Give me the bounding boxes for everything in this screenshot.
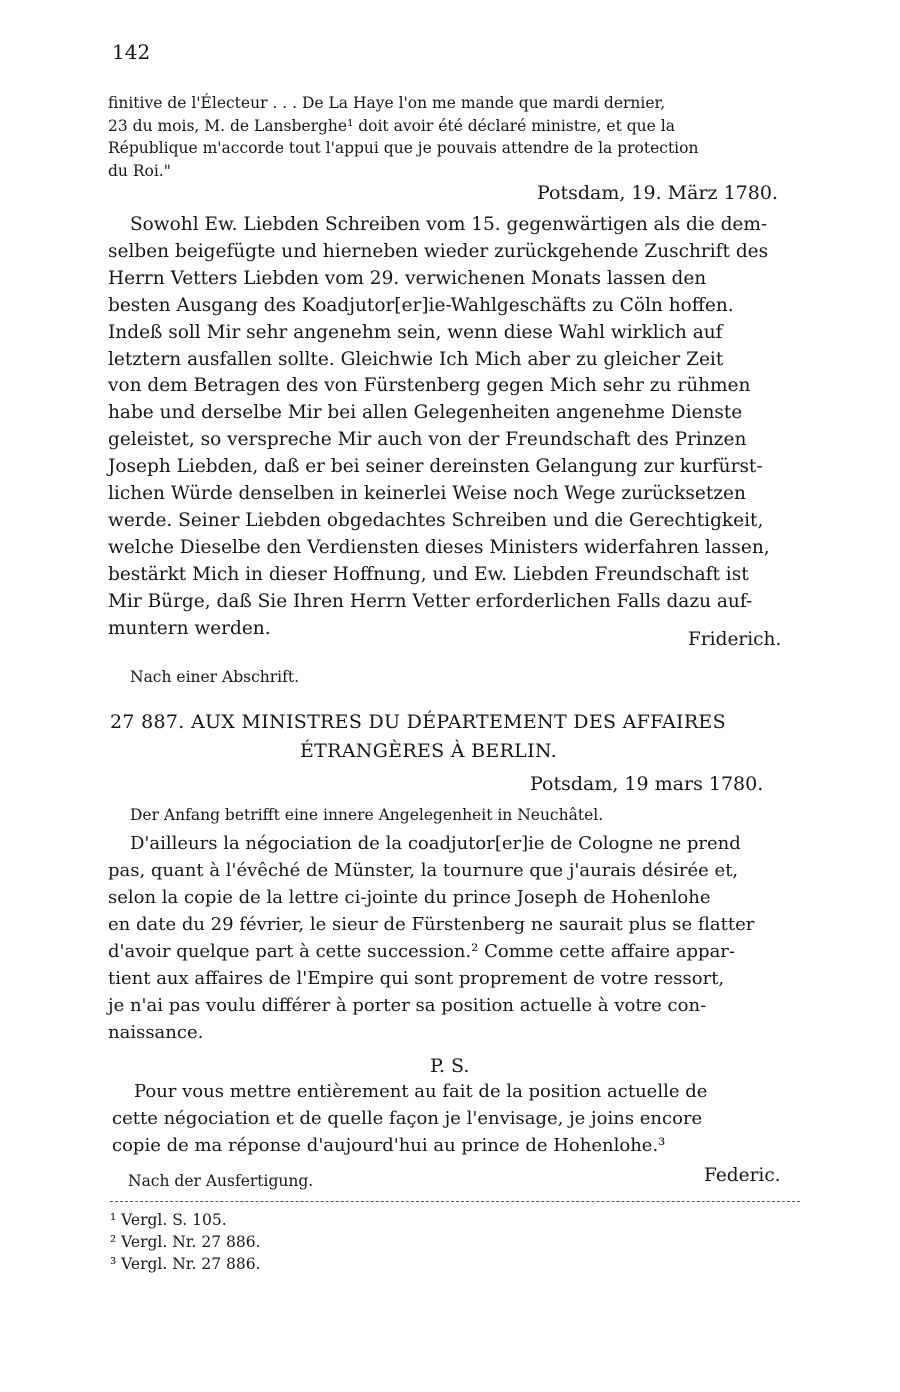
footnote: ³ Vergl. Nr. 27 886. — [110, 1255, 261, 1273]
quote-line: finitive de l'Électeur . . . De La Haye l'on me mande que mardi dernier, — [108, 94, 666, 112]
letter-body-german — [108, 212, 798, 643]
body-line: Sowohl Ew. Liebden Schreiben vom 15. gegenwärtigen als die dem- — [130, 214, 768, 235]
body-line: naissance. — [108, 1022, 204, 1043]
letter-body-french — [108, 830, 803, 1046]
postscript-body — [112, 1078, 802, 1159]
quoted-passage — [108, 92, 798, 182]
footnotes — [110, 1209, 261, 1275]
page-number: 142 — [112, 40, 151, 64]
body-line: Indeß soll Mir sehr angenehm sein, wenn diese Wahl wirklich auf — [108, 321, 723, 343]
footnote: ¹ Vergl. S. 105. — [110, 1211, 227, 1229]
body-line: Pour vous mettre entièrement au fait de la position actuelle de — [134, 1081, 708, 1102]
body-line: je n'ai pas voulu différer à porter sa position actuelle à votre con- — [108, 995, 707, 1016]
source-note: Nach einer Abschrift. — [130, 668, 300, 686]
source-note: Nach der Ausfertigung. — [128, 1172, 314, 1190]
body-line: selon la copie de la lettre ci-jointe du prince Joseph de Hohenlohe — [108, 887, 711, 908]
body-line: habe und derselbe Mir bei allen Gelegenheiten angenehme Dienste — [108, 402, 743, 424]
editorial-note: Der Anfang betrifft eine innere Angelegenheit in Neuchâtel. — [130, 806, 604, 824]
body-line: en date du 29 février, le sieur de Fürstenberg ne saurait plus se flatter — [108, 914, 755, 935]
body-line: cette négociation et de quelle façon je l'envisage, je joins encore — [112, 1108, 703, 1129]
footnote-divider — [110, 1201, 800, 1202]
body-line: pas, quant à l'évêché de Münster, la tournure que j'aurais désirée et, — [108, 860, 739, 881]
body-line: lichen Würde denselben in keinerlei Weise noch Wege zurücksetzen — [108, 483, 746, 505]
quote-line: 23 du mois, M. de Lansberghe¹ doit avoir été déclaré ministre, et que la — [108, 116, 675, 135]
letter-heading-continued: ÉTRANGÈRES À BERLIN. — [300, 740, 557, 762]
signature: Friderich. — [688, 629, 782, 650]
body-line: selben beigefügte und hierneben wieder zurückgehende Zuschrift des — [108, 240, 769, 262]
body-line: von dem Betragen des von Fürstenberg gegen Mich sehr zu rühmen — [108, 375, 751, 397]
body-line: letztern ausfallen sollte. Gleichwie Ich Mich aber zu gleicher Zeit — [108, 348, 724, 370]
body-line: welche Dieselbe den Verdiensten dieses Ministers widerfahren lassen, — [108, 536, 770, 558]
body-line: geleistet, so verspreche Mir auch von der Freundschaft des Prinzen — [108, 429, 747, 451]
body-line: besten Ausgang des Koadjutor[er]ie-Wahlgeschäfts zu Cöln hoffen. — [108, 294, 734, 316]
body-line: D'ailleurs la négociation de la coadjutor[er]ie de Cologne ne prend — [130, 833, 741, 854]
letter-date: Potsdam, 19. März 1780. — [537, 182, 778, 204]
body-line: werde. Seiner Liebden obgedachtes Schreiben und die Gerechtigkeit, — [108, 509, 764, 531]
postscript-title: P. S. — [430, 1055, 470, 1077]
letter-date: Potsdam, 19 mars 1780. — [530, 773, 764, 795]
body-line: Joseph Liebden, daß er bei seiner dereinsten Gelangung zur kurfürst- — [108, 456, 763, 478]
quote-line: République m'accorde tout l'appui que je pouvais attendre de la protection — [108, 139, 699, 157]
body-line: bestärkt Mich in dieser Hoffnung, und Ew. Liebden Freundschaft ist — [108, 563, 749, 585]
body-line: Herrn Vetters Liebden vom 29. verwichenen Monats lassen den — [108, 267, 707, 289]
letter-heading: 27 887. AUX MINISTRES DU DÉPARTEMENT DES AFFAIRES — [110, 711, 726, 733]
quote-line: du Roi." — [108, 161, 171, 180]
signature: Federic. — [704, 1165, 781, 1186]
body-line: d'avoir quelque part à cette succession.² Comme cette affaire appar- — [108, 941, 735, 962]
body-line: muntern werden. — [108, 617, 271, 639]
body-line: tient aux affaires de l'Empire qui sont proprement de votre ressort, — [108, 968, 725, 989]
footnote: ² Vergl. Nr. 27 886. — [110, 1233, 261, 1251]
body-line: Mir Bürge, daß Sie Ihren Herrn Vetter erforderlichen Falls dazu auf- — [108, 590, 753, 612]
body-line: copie de ma réponse d'aujourd'hui au prince de Hohenlohe.³ — [112, 1135, 666, 1156]
